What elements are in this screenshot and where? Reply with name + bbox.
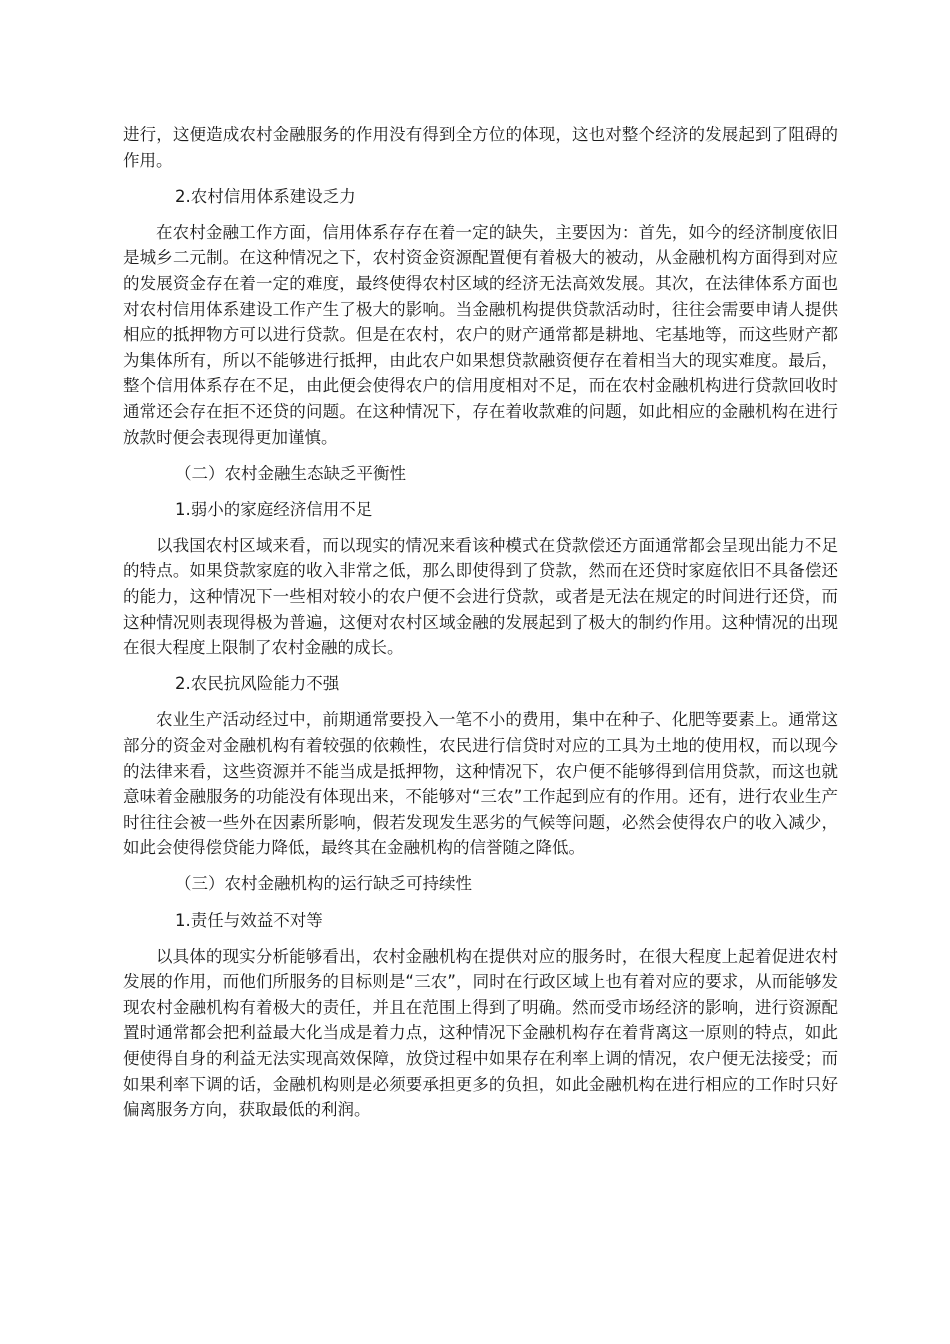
section-heading-sustainability: （三）农村金融机构的运行缺乏可持续性 [175,874,472,894]
subheading-responsibility: 1.责任与效益不对等 [175,910,323,930]
document-page [123,122,838,1133]
paragraph-farmer-risk: 农业生产活动经过中，前期通常要投入一笔不小的费用，集中在种子、化肥等要素上。通常这部分的资金对金融机构有着较强的依赖性，农民进行信贷时对应的工具为土地的使用权，而以现今的法律来看，这些资源并不能当成是抵押物，这种情况下，农户便不能够得到信用贷款，而这也就意味着金融服务的功能没有体现出来，不能够对“三农”工作起到应有的作用。还有，进行农业生产时往往会被一些外在因素所影响，假若发现发生恶劣的气候等问题，必然会使得农户的收入减少，如此会使得偿贷能力降低，最终其在金融机构的信誉随之降低。 [123,710,838,858]
paragraph-credit-system: 在农村金融工作方面，信用体系存存在着一定的缺失，主要因为：首先，如今的经济制度依旧是城乡二元制。在这种情况之下，农村资金资源配置便有着极大的被动，从金融机构方面得到对应的发展资金存在着一定的难度，最终使得农村区域的经济无法高效发展。其次，在法律体系方面也对农村信用体系建设工作产生了极大的影响。当金融机构提供贷款活动时，往往会需要申请人提供相应的抵押物方可以进行贷款。但是在农村，农户的财产通常都是耕地、宅基地等，而这些财产都为集体所有，所以不能够进行抵押，由此农户如果想贷款融资便存在着相当大的现实难度。最后，整个信用体系存在不足，由此便会使得农户的信用度相对不足，而在农村金融机构进行贷款回收时通常还会存在拒不还贷的问题。在这种情况下，存在着收款难的问题，如此相应的金融机构在进行放款时便会表现得更加谨慎。 [123,222,838,447]
subheading-household-credit: 1.弱小的家庭经济信用不足 [175,499,373,519]
subheading-farmer-risk: 2.农民抗风险能力不强 [175,674,340,694]
section-heading-ecology: （二）农村金融生态缺乏平衡性 [175,463,406,483]
paragraph-responsibility: 以具体的现实分析能够看出，农村金融机构在提供对应的服务时，在很大程度上起着促进农村发展的作用，而他们所服务的目标则是“三农”，同时在行政区域上也有着对应的要求，从而能够发现农村金融机构有着极大的责任，并且在范围上得到了明确。然而受市场经济的影响，进行资源配置时通常都会把利益最大化当成是着力点，这种情况下金融机构存在着背离这一原则的特点，如此便使得自身的利益无法实现高效保障，放贷过程中如果存在利率上调的情况，农户便无法接受；而如果利率下调的话，金融机构则是必须要承担更多的负担，如此金融机构在进行相应的工作时只好偏离服务方向，获取最低的利润。 [123,946,838,1120]
paragraph-household-credit: 以我国农村区域来看，而以现实的情况来看该种模式在贷款偿还方面通常都会呈现出能力不足的特点。如果贷款家庭的收入非常之低，那么即使得到了贷款，然而在还贷时家庭依旧不具备偿还的能力，这种情况下一些相对较小的农户便不会进行贷款，或者是无法在规定的时间进行还贷，而这种情况则表现得极为普遍，这便对农村区域金融的发展起到了极大的制约作用。这种情况的出现在很大程度上限制了农村金融的成长。 [123,535,838,658]
paragraph-continuation: 进行，这便造成农村金融服务的作用没有得到全方位的体现，这也对整个经济的发展起到了阻碍的作用。 [123,125,838,170]
subheading-credit-system: 2.农村信用体系建设乏力 [175,186,356,206]
